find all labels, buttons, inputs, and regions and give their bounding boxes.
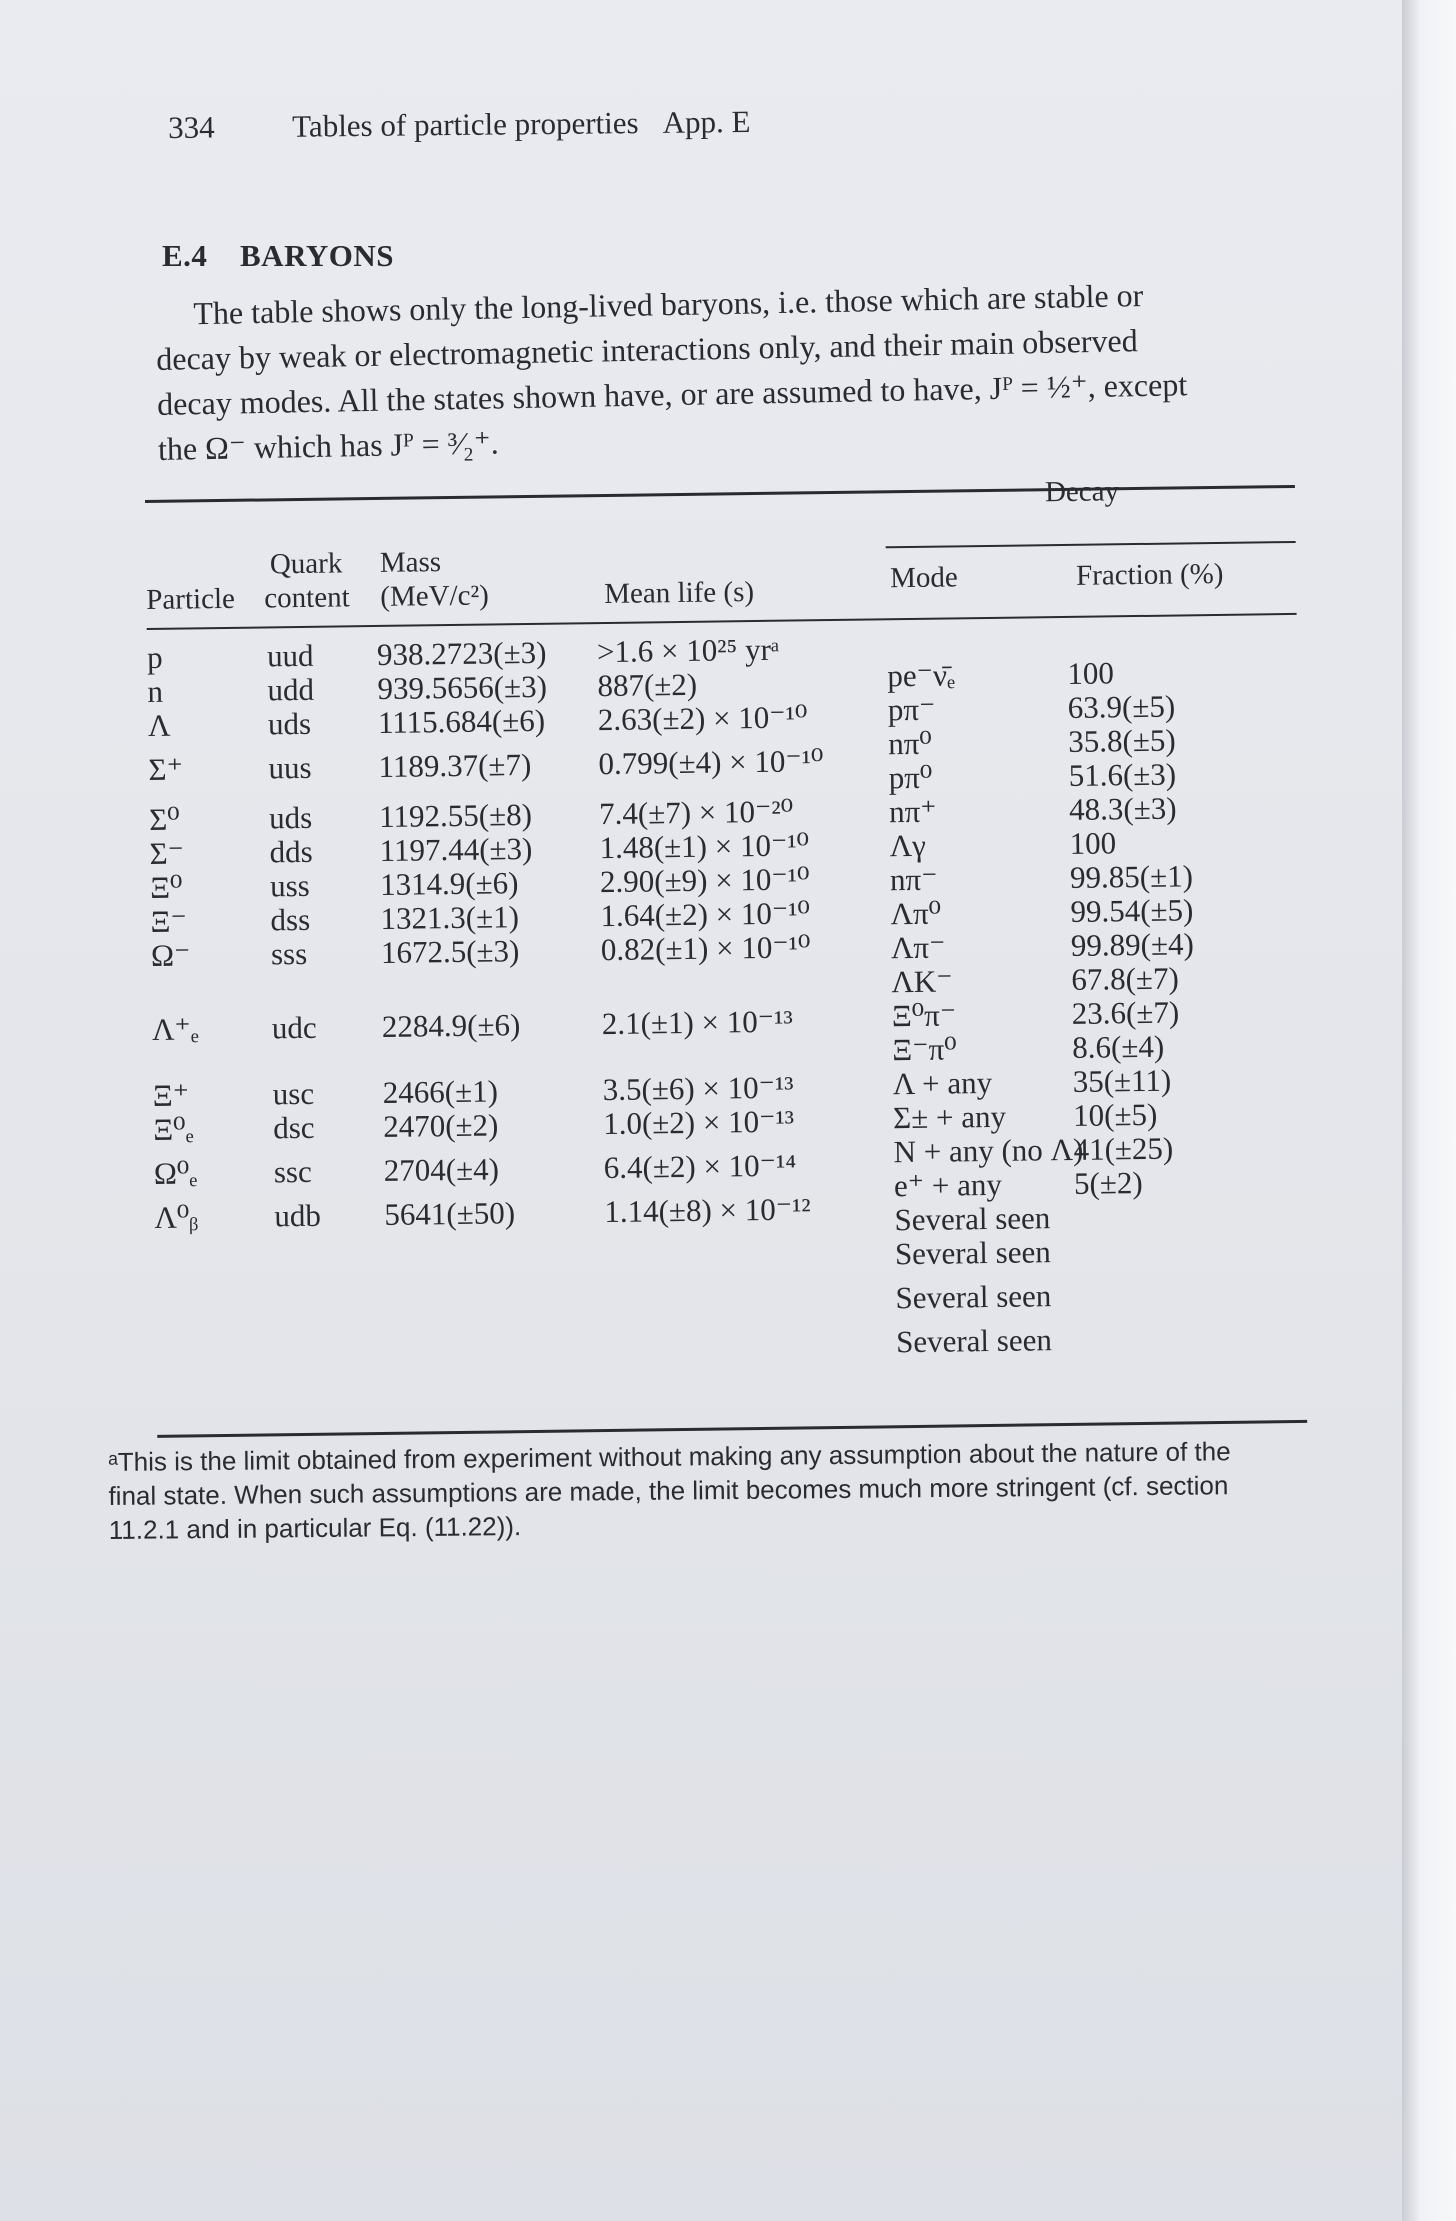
cell-particle: Ξ⁰	[149, 869, 183, 905]
decay-header: Decay	[1044, 475, 1120, 509]
intro-line: the Ω⁻ which has Jᴾ = ³⁄₂⁺.	[157, 424, 500, 467]
decay-rule	[886, 541, 1296, 548]
cell-quark: uds	[268, 799, 313, 836]
mass-header-line2: (MeV/c²)	[380, 579, 490, 613]
cell-life: 1.0(±2) × 10⁻¹³	[602, 1103, 795, 1142]
decay-mode: Λγ	[889, 827, 927, 864]
cell-mass: 1115.684(±6)	[377, 702, 546, 740]
cell-quark: sss	[270, 935, 308, 972]
facing-page-edge	[1402, 0, 1456, 2221]
cell-mass: 5641(±50)	[384, 1195, 516, 1232]
decay-fraction: 10(±5)	[1072, 1096, 1158, 1133]
decay-mode: Ξ⁰π⁻	[891, 997, 957, 1034]
table-top-rule	[145, 485, 1295, 503]
mean-life-header: Mean life (s)	[604, 576, 755, 610]
quark-header-line2: content	[264, 581, 350, 615]
decay-mode: e⁺ + any	[893, 1166, 1003, 1204]
cell-quark: uud	[266, 637, 314, 674]
cell-mass: 1321.3(±1)	[380, 899, 520, 936]
section-title: BARYONS	[240, 238, 394, 273]
cell-mass: 1672.5(±3)	[380, 933, 520, 970]
decay-mode: ΛK⁻	[891, 963, 953, 1000]
decay-mode: Several seen	[894, 1234, 1051, 1272]
cell-mass: 938.2723(±3)	[376, 634, 547, 672]
cell-mass: 1314.9(±6)	[379, 865, 519, 902]
cell-particle: Ξ⁺	[152, 1077, 190, 1113]
cell-mass: 939.5656(±3)	[377, 668, 548, 706]
decay-fraction: 48.3(±3)	[1068, 790, 1177, 827]
cell-life: 887(±2)	[597, 666, 698, 704]
cell-particle: n	[147, 673, 164, 709]
cell-life: 1.14(±8) × 10⁻¹²	[604, 1191, 811, 1230]
decay-fraction: 67.8(±7)	[1071, 960, 1179, 997]
cell-life: 1.48(±1) × 10⁻¹⁰	[599, 827, 810, 866]
cell-quark: uss	[269, 867, 310, 904]
cell-mass: 2284.9(±6)	[381, 1007, 521, 1044]
decay-mode: Several seen	[894, 1200, 1051, 1238]
decay-mode: Σ± + any	[892, 1098, 1007, 1136]
cell-mass: 2704(±4)	[383, 1151, 500, 1188]
cell-particle: Ω⁻	[150, 937, 191, 973]
decay-fraction: 35.8(±5)	[1068, 722, 1176, 759]
cell-mass: 2470(±2)	[382, 1107, 499, 1144]
cell-particle: p	[146, 639, 163, 675]
decay-fraction: 8.6(±4)	[1072, 1028, 1165, 1065]
cell-quark: udc	[271, 1009, 317, 1046]
decay-fraction: 51.6(±3)	[1068, 756, 1177, 793]
decay-fraction: 23.6(±7)	[1071, 994, 1180, 1031]
decay-mode: pe⁻ν̄ₑ	[887, 657, 956, 694]
decay-mode: pπ⁰	[888, 759, 933, 796]
intro-line: The table shows only the long-lived baryons, i.e. those which are stable or	[193, 277, 1144, 332]
cell-mass: 1189.37(±7)	[378, 746, 532, 784]
cell-particle: Σ⁻	[149, 835, 185, 871]
cell-life: 2.63(±2) × 10⁻¹⁰	[597, 699, 808, 738]
cell-life: 2.90(±9) × 10⁻¹⁰	[599, 861, 810, 900]
cell-particle: Λ⁰ᵦ	[154, 1199, 199, 1235]
mass-header-line1: Mass	[379, 546, 442, 579]
cell-mass: 2466(±1)	[382, 1073, 499, 1110]
cell-particle: Ξ⁰ₑ	[153, 1111, 194, 1147]
decay-mode: Ξ⁻π⁰	[892, 1031, 957, 1068]
cell-particle: Ω⁰ₑ	[153, 1155, 198, 1191]
mode-header: Mode	[889, 561, 958, 595]
section-heading	[162, 238, 394, 274]
footnote	[108, 1433, 1309, 1547]
decay-fraction: 5(±2)	[1073, 1165, 1143, 1201]
cell-quark: udd	[267, 671, 315, 708]
decay-mode: Λπ⁻	[890, 929, 946, 966]
decay-fraction: 41(±25)	[1073, 1130, 1174, 1167]
cell-quark: ssc	[273, 1153, 312, 1190]
cell-life: >1.6 × 10²⁵ yrᵃ	[596, 631, 780, 670]
decay-fraction: 99.89(±4)	[1070, 926, 1195, 963]
intro-paragraph	[155, 270, 1298, 472]
cell-quark: uus	[268, 749, 312, 786]
page-number: 334	[168, 109, 215, 145]
page-header	[168, 104, 751, 146]
cell-particle: Ξ⁻	[150, 903, 188, 939]
cell-quark: uds	[267, 705, 312, 742]
baryon-table	[145, 475, 1307, 1460]
decay-fraction: 63.9(±5)	[1067, 688, 1176, 725]
fraction-header: Fraction (%)	[1075, 557, 1224, 592]
decay-mode: nπ⁺	[888, 793, 937, 830]
decay-mode: Several seen	[895, 1322, 1053, 1360]
decay-mode: nπ⁰	[888, 725, 933, 762]
cell-life: 0.799(±4) × 10⁻¹⁰	[598, 743, 824, 782]
cell-quark: usc	[272, 1075, 315, 1112]
cell-mass: 1197.44(±3)	[379, 830, 533, 868]
running-title: Tables of particle properties	[291, 105, 639, 144]
footnote-line: 11.2.1 and in particular Eq. (11.22)).	[108, 1511, 522, 1545]
footnote-line: ᵃThis is the limit obtained from experiment without making any assumption about the nature of the	[108, 1436, 1231, 1477]
decay-mode: pπ⁻	[887, 691, 936, 728]
cell-mass: 1192.55(±8)	[378, 796, 533, 834]
cell-particle: Λ⁺ₑ	[151, 1011, 199, 1047]
section-id: E.4	[162, 238, 208, 273]
cell-life: 0.82(±1) × 10⁻¹⁰	[600, 929, 811, 968]
decay-mode: Several seen	[895, 1278, 1052, 1316]
cell-life: 1.64(±2) × 10⁻¹⁰	[600, 895, 811, 934]
decay-mode: Λπ⁰	[890, 895, 942, 932]
cell-life: 6.4(±2) × 10⁻¹⁴	[603, 1147, 797, 1186]
cell-quark: dds	[269, 833, 313, 870]
particle-header: Particle	[146, 582, 236, 616]
footnote-line: final state. When such assumptions are made, the limit becomes much more stringent (cf. section	[108, 1470, 1229, 1511]
cell-particle: Σ⁰	[148, 801, 180, 837]
decay-mode: N + any (no Λ)	[893, 1131, 1084, 1170]
appendix-label: App. E	[662, 103, 751, 140]
cell-particle: Σ⁺	[148, 751, 184, 787]
cell-life: 2.1(±1) × 10⁻¹³	[601, 1003, 793, 1042]
decay-fraction: 100	[1067, 655, 1115, 691]
cell-life: 7.4(±7) × 10⁻²⁰	[598, 793, 794, 832]
decay-fraction: 35(±11)	[1072, 1062, 1172, 1099]
decay-mode: nπ⁻	[889, 861, 938, 898]
decay-fraction: 99.54(±5)	[1070, 892, 1194, 929]
cell-quark: dsc	[273, 1109, 315, 1146]
decay-fraction: 99.85(±1)	[1069, 858, 1194, 895]
cell-life: 3.5(±6) × 10⁻¹³	[602, 1069, 794, 1108]
cell-quark: dss	[270, 901, 311, 938]
quark-header-line1: Quark	[269, 547, 343, 581]
decay-fraction: 100	[1069, 825, 1117, 861]
intro-line: decay by weak or electromagnetic interactions only, and their main observed	[155, 322, 1138, 377]
cell-particle: Λ	[147, 707, 171, 743]
intro-line: decay modes. All the states shown have, or are assumed to have, Jᴾ = ½⁺, except	[156, 366, 1188, 422]
header-bottom-rule	[147, 613, 1297, 630]
decay-mode: Λ + any	[892, 1064, 993, 1102]
cell-quark: udb	[274, 1197, 322, 1234]
